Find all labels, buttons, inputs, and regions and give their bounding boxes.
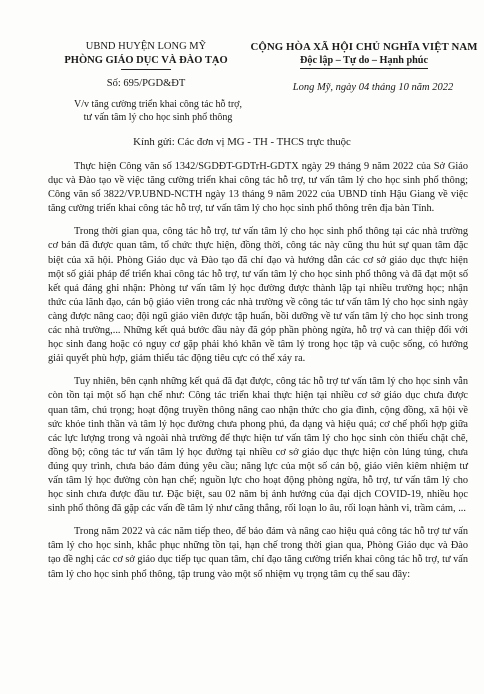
parent-authority-name: UBND HUYỆN LONG MỸ [85,41,207,52]
body-paragraph-1: Thực hiện Công văn số 1342/SGDĐT-GDTrH-GDTX ngày 29 tháng 9 năm 2022 của Sở Giáo dục và Đào tạo về việc tăng cường triển khai công tác hỗ trợ, tư vấn tâm lý cho học sinh phổ thông; Công văn số 3822/VP.UBND-NCTH ngày 13 tháng 9 năm 2022 của UBND tỉnh Hậu Giang về việc tăng cường triển khai công tác hỗ trợ, tư vấn tâm lý cho học sinh phổ thông trên địa bàn Tỉnh. [48,161,468,215]
recipient-line: Kính gửi: Các đơn vị MG - TH - THCS trực thuộc [133,136,351,148]
national-motto: Độc lập – Tự do – Hạnh phúc [300,54,428,69]
subject-line-2: tư vấn tâm lý cho học sinh phổ thông [83,111,233,123]
document-date: Long Mỹ, ngày 04 tháng 10 năm 2022 [292,82,454,93]
body-paragraph-3: Tuy nhiên, bên cạnh những kết quả đã đạt được, công tác hỗ trợ tư vấn tâm lý cho học sinh vẫn còn tồn tại một số hạn chế như: Công tác triển khai thực hiện tại nhiều cơ sở giáo dục chưa được quan tâm, chú trọng; hoạt động truyền thông nâng cao nhận thức cho gia đình, cộng đồng, xã hội về sức khỏe tinh thần và tâm lý học đường chưa phong phú, đa dạng và hiệu quả; cơ chế phối hợp giữa các lực lượng trong và ngoài nhà trường để thực hiện tư vấn tâm lý cho học sinh còn thiếu chặt chẽ, đồng bộ; công tác tư vấn tâm lý học đường tại nhiều cơ sở giáo dục thực hiện còn lúng túng, chưa đúng quy trình, chưa bảo đảm đúng yêu cầu; năng lực của một số cán bộ, giáo viên kiêm nhiệm tư vấn tâm lý học đường còn hạn chế; nguồn lực cho hoạt động phòng ngừa, hỗ trợ, tư vấn tâm lý cho học sinh chưa được đầu tư. Đặc biệt, sau 02 năm bị ảnh hưởng của đại dịch COVID-19, nhiều học sinh phổ thông đã gặp các vấn đề tâm lý như căng thẳng, rối loạn lo âu, rối loạn hành vi, trầm cảm, ... [48,376,468,515]
body-paragraph-4: Trong năm 2022 và các năm tiếp theo, để bảo đảm và nâng cao hiệu quả công tác hỗ trợ tư vấn tâm lý cho học sinh, khắc phục những tồn tại, hạn chế trong thời gian qua, Phòng Giáo dục và Đào tạo đề nghị các cơ sở giáo dục tiếp tục quan tâm, chỉ đạo tăng cường triển khai công tác hỗ trợ, tư vấn tâm lý cho học sinh phổ thông, tập trung vào một số nhiệm vụ trọng tâm cụ thể sau đây: [48,526,468,580]
national-header [248,40,480,69]
issuing-authority-header [48,40,244,70]
body-paragraph-2: Trong thời gian qua, công tác hỗ trợ, tư vấn tâm lý cho học sinh phổ thông tại các nhà trường cơ bản đã được quan tâm, tổ chức thực hiện, đồng thời, công tác này cũng thu hút sự quan tâm đặc biệt của xã hội. Phòng Giáo dục và Đào tạo đã chỉ đạo và hướng dẫn các cơ sở giáo dục thực hiện một số giải pháp để triển khai công tác hỗ trợ, tư vấn tâm lý cho học sinh phổ thông và đã đạt một số kết quả đáng ghi nhận: Phòng tư vấn tâm lý học đường được thành lập tại nhiều trường học; nhận thức của lãnh đạo, cán bộ giáo viên trong các nhà trường về công tác tư vấn tâm lý cho học sinh ngày càng được nâng cao; đội ngũ giáo viên được tập huấn, bồi dưỡng về tư vấn tâm lý cho học sinh trong các nhà trường,... Những kết quả bước đầu này đã góp phần phòng ngừa, hỗ trợ và can thiệp đối với học sinh đang hoặc có nguy cơ gặp phải khó khăn về tâm lý trong học tập và cuộc sống, có hướng giải quyết phù hợp, giảm thiểu tác động tiêu cực có thể xảy ra. [48,226,468,365]
subject-line-1: V/v tăng cường triển khai công tác hỗ trợ, [74,99,242,110]
nation-title: CỘNG HÒA XÃ HỘI CHỦ NGHĨA VIỆT NAM [250,41,478,53]
document-number: Số: 695/PGD&ĐT [106,78,186,89]
header-divider-left [121,69,171,70]
document-subject [48,99,268,124]
issuing-office-name: PHÒNG GIÁO DỤC VÀ ĐÀO TẠO [64,55,228,66]
document-body [48,160,468,591]
